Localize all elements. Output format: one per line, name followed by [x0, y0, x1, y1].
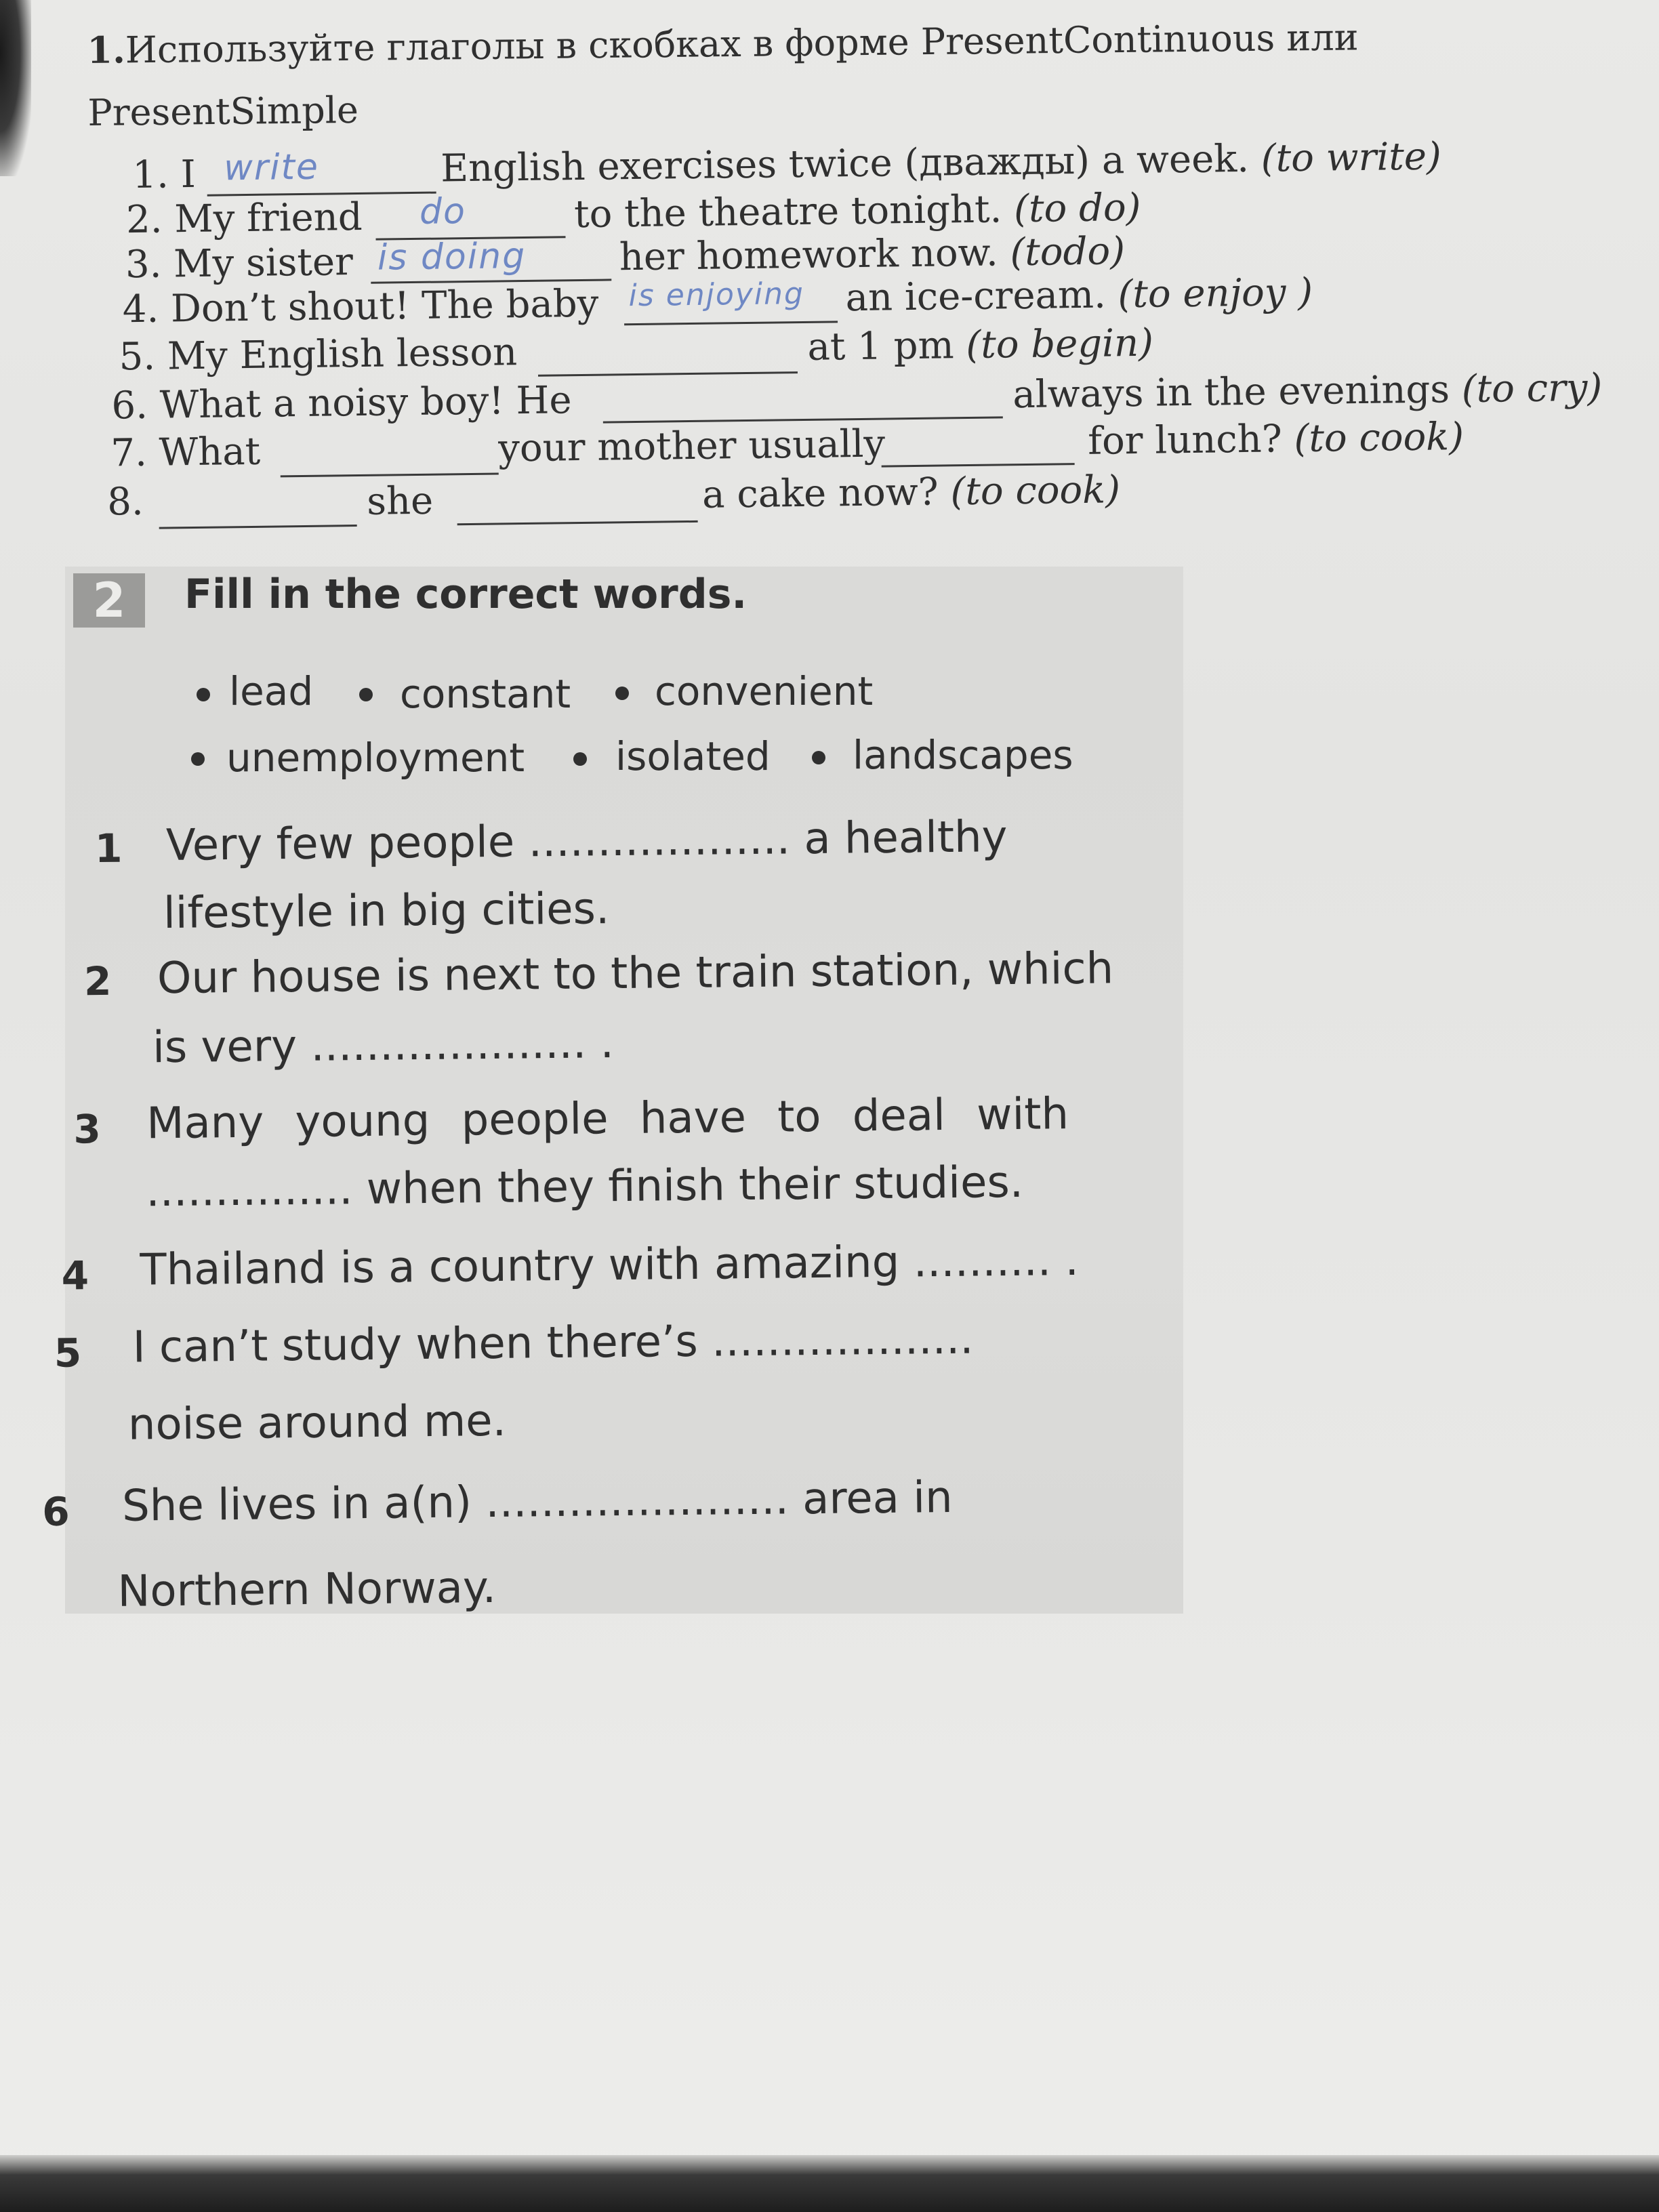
sentence-number: 1	[94, 825, 123, 872]
exercise1-item-middle: your mother usually	[497, 422, 886, 471]
handwritten-answer: is doing	[377, 235, 527, 279]
answer-blank[interactable]: ...................	[711, 1313, 974, 1367]
exercise1-title-line1: Используйте глаголы в скобках в форме PresentContinuous или	[125, 16, 1359, 72]
word-option: convenient	[655, 668, 874, 714]
word-option: unemployment	[226, 735, 525, 781]
item-number: 4.	[122, 287, 159, 332]
word-option: lead	[229, 668, 314, 714]
handwritten-answer: is enjoying	[628, 276, 805, 314]
sentence-text	[166, 812, 1008, 871]
sentence-number: 6	[41, 1488, 70, 1535]
sentence-part: I can’t study when there’s	[132, 1316, 699, 1373]
sentence-text	[122, 1473, 953, 1532]
item-text-after: a cake now?	[701, 470, 939, 517]
sentence-number: 4	[61, 1252, 89, 1299]
handwritten-answer: do	[419, 191, 467, 232]
sentence-part: She lives in a(n)	[121, 1477, 472, 1532]
item-text-before: Don’t shout! The baby	[170, 281, 599, 331]
word-option: landscapes	[853, 732, 1073, 778]
item-text-after: to the theatre tonight.	[573, 187, 1002, 237]
word-option: isolated	[615, 733, 771, 779]
answer-blank[interactable]: ..........	[913, 1235, 1052, 1288]
item-text-after: for lunch?	[1087, 417, 1283, 464]
sentence-text	[140, 1235, 1079, 1296]
item-number: 5.	[119, 334, 156, 380]
sentence-text: Our house is next to the train station, which	[157, 943, 1114, 1004]
item-number: 2.	[125, 197, 163, 243]
sentence-part: Thailand is a country with amazing	[140, 1237, 900, 1296]
sentence-text	[146, 1158, 1023, 1217]
item-verb-hint: (to cry)	[1461, 365, 1603, 412]
sentence-part: Very few people	[165, 817, 515, 872]
answer-blank[interactable]: ...............	[145, 1164, 353, 1217]
item-verb-hint: (to enjoy )	[1118, 270, 1313, 317]
item-text-before: What	[159, 429, 261, 475]
answer-blank[interactable]: ....................	[310, 1018, 587, 1071]
item-verb-hint: (to write)	[1261, 134, 1442, 181]
sentence-text: noise around me.	[127, 1395, 507, 1450]
answer-blank[interactable]: ......................	[485, 1474, 790, 1528]
answer-blank[interactable]: ...................	[528, 814, 791, 867]
sentence-part: .	[1064, 1235, 1080, 1286]
item-verb-hint: (to cook)	[1294, 415, 1465, 462]
handwritten-answer: write	[223, 146, 320, 189]
item-number: 6.	[111, 383, 148, 428]
sentence-text: Many young people have to deal with	[146, 1089, 1069, 1149]
sentence-part: a healthy	[804, 812, 1008, 865]
item-number: 8.	[106, 479, 144, 525]
item-number: 1.	[131, 152, 169, 198]
item-text-before: I	[180, 152, 197, 197]
sentence-number: 3	[73, 1106, 102, 1153]
item-text-before: My sister	[173, 240, 354, 287]
exercise1-number: 1.	[87, 28, 126, 72]
sentence-part: is very	[152, 1021, 298, 1073]
table-surface	[0, 2155, 1659, 2212]
item-number: 3.	[125, 242, 162, 287]
word-option: constant	[400, 671, 571, 717]
item-verb-hint: (to cook)	[950, 468, 1121, 514]
item-verb-hint: (to do)	[1013, 185, 1141, 232]
item-text-after: at 1 pm	[807, 323, 954, 369]
sentence-text: lifestyle in big cities.	[163, 884, 610, 939]
sentence-part: .	[600, 1018, 615, 1069]
item-number: 7.	[110, 430, 148, 476]
exercise1-item-middle: she	[366, 478, 434, 524]
exercise1-title-line2: PresentSimple	[87, 88, 359, 134]
sentence-part: when they finish their studies.	[366, 1157, 1024, 1214]
item-text-before: My English lesson	[167, 330, 518, 379]
item-verb-hint: (to begin)	[966, 321, 1154, 368]
sentence-text	[152, 1018, 615, 1073]
sentence-part: area in	[802, 1472, 953, 1525]
item-text-before: My friend	[174, 194, 363, 242]
item-text-after: always in the evenings	[1012, 367, 1450, 417]
item-text-after: English exercises twice (дважды) a week.	[440, 136, 1250, 191]
item-text-after: her homework now.	[619, 230, 999, 280]
exercise2-number: 2	[73, 573, 145, 628]
sentence-text: Northern Norway.	[117, 1562, 497, 1617]
exercise2-title: Fill in the correct words.	[184, 571, 747, 618]
item-verb-hint: (todo)	[1010, 229, 1126, 275]
sentence-number: 5	[54, 1330, 82, 1376]
sentence-text	[132, 1314, 974, 1373]
sentence-number: 2	[83, 958, 112, 1005]
item-text-after: an ice-cream.	[845, 272, 1107, 321]
item-text-before: What a noisy boy! He	[159, 378, 572, 428]
